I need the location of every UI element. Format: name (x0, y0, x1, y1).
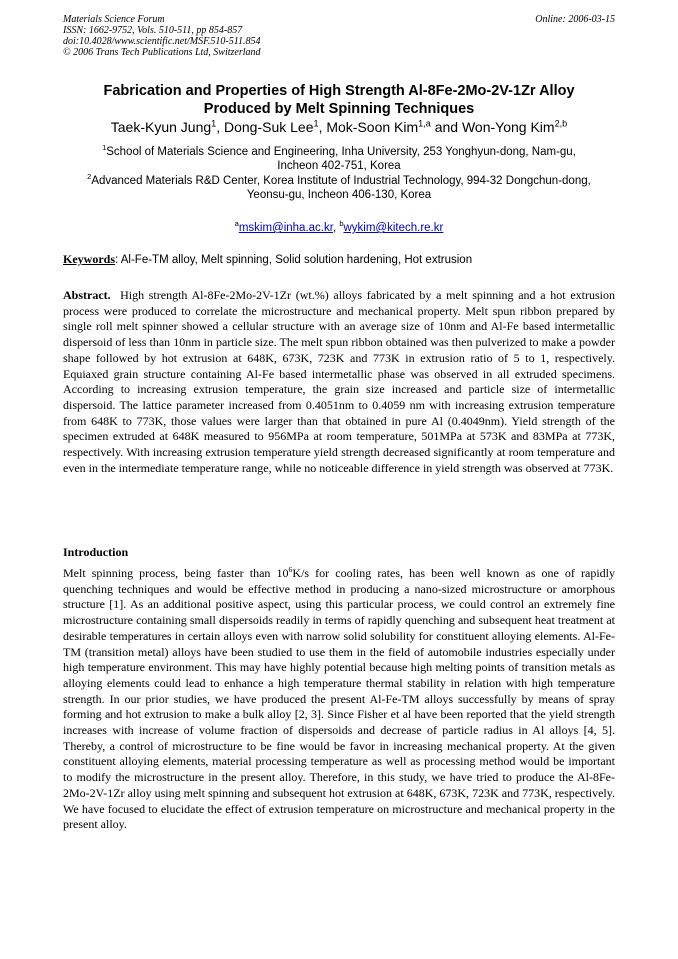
author-name: Dong-Suk Lee (224, 119, 314, 135)
intro-superscript: 6 (288, 565, 293, 574)
email-link-mskim[interactable]: mskim@inha.ac.kr (238, 222, 333, 234)
email-mark: a (234, 219, 239, 229)
abstract-label: Abstract. (63, 288, 111, 302)
paper-title (63, 82, 615, 118)
journal-name: Materials Science Forum (63, 14, 165, 25)
doi-line: doi:10.4028/www.scientific.net/MSF.510-511.854 (63, 36, 261, 47)
author-separator: , (318, 119, 327, 135)
affiliation-mark: 1 (102, 143, 107, 153)
abstract (63, 288, 615, 476)
author-name: Won-Yong Kim (461, 119, 555, 135)
keywords-text: : Al-Fe-TM alloy, Melt spinning, Solid solution hardening, Hot extrusion (115, 254, 473, 266)
author-separator: and (430, 119, 462, 135)
author-affiliation-mark: 1,a (418, 118, 431, 129)
affiliation-line: Yeonsu-gu, Incheon 406-130, Korea (246, 189, 432, 201)
author-name: Taek-Kyun Jung (110, 119, 212, 135)
copyright-line: © 2006 Trans Tech Publications Ltd, Switzerland (63, 47, 261, 58)
author-name: Mok-Soon Kim (326, 119, 419, 135)
author-affiliation-mark: 1 (211, 118, 217, 129)
email-line (63, 221, 615, 235)
email-link-wykim[interactable]: wykim@kitech.re.kr (343, 222, 444, 234)
affiliation-2 (63, 174, 615, 202)
author-affiliation-mark: 2,b (554, 118, 568, 129)
keywords (63, 252, 615, 267)
title-line-2: Produced by Melt Spinning Techniques (203, 101, 475, 117)
abstract-text: High strength Al-8Fe-2Mo-2V-1Zr (wt.%) alloys fabricated by a melt spinning and a hot extrusion process were produced to correlate the microstructure and mechanical property. Melt spun ribbon prepared by single roll melt spinner showed a cellular structure with an average size of 10nm and Al-Fe based intermetallic dispersoid of less than 10nm in particle size. The melt spun ribbon obtained was then pulverized to make a powder shape followed by hot extrusion at 648K, 673K, 723K and 773K in extrusion ratio of 5 to 1, respectively. Equiaxed grain structure containing Al-Fe based intermetallic phase was observed in all extruded specimens. According to increasing extrusion temperature, the grain size increased and particle size of intermetallic dispersoid. The lattice parameter increased from 0.4051nm to 0.4059 nm with increasing extrusion temperature from 648K to 773K, those values were larger than that obtained in pure Al (0.4049nm). Yield strength of the specimen extruded at 648K measured to 956MPa at room temperature, 501MPa at 573K and 83MPa at 773K, respectively. With increasing extrusion temperature yield strength decreased significantly at room temperature and even in the intermediate temperature range, while no noticeable difference in yield strength was observed at 773K. (63, 288, 615, 475)
online-date: Online: 2006-03-15 (535, 14, 615, 25)
issn-line: ISSN: 1662-9752, Vols. 510-511, pp 854-857 (63, 25, 243, 36)
affiliation-line (63, 174, 615, 188)
author-list (63, 119, 615, 136)
keywords-label: Keywords (63, 252, 115, 266)
intro-text-start: Melt spinning process, being faster than 10 (63, 566, 289, 580)
affiliation-line (63, 145, 615, 159)
introduction-heading: Introduction (63, 545, 129, 559)
affiliation-line: Incheon 402-751, Korea (277, 160, 401, 172)
affiliation-text: School of Materials Science and Engineering, Inha University, 253 Yonghyun-dong, Nam-gu, (106, 146, 576, 158)
email-mark: b (339, 219, 344, 229)
introduction-paragraph (63, 566, 615, 833)
journal-header (63, 14, 261, 58)
intro-text-rest: K/s for cooling rates, has been well known as one of rapidly quenching techniques and would be effective method in producing a nano-sized microstructure or amorphous structure [1]. As an additional positive aspect, using this particular process, we could control an extremely fine microstructure containing small dispersoids readily in terms of rapidly quenching and subsequent heat treatment at desirable temperatures in certain alloys even with narrow solid solubility for constituent alloying elements. Al-Fe-TM (transition metal) alloys have been studied to use them in the field of automobile industries especially under high temperature environment. This may have highly potential because high melting points of transition metals as alloying elements could lead to enhance a high temperature thermal stability in relation with high temperature strength. In our prior studies, we have produced the present Al-Fe-TM alloys successfully by means of spray forming and hot extrusion to make a bulk alloy [2, 3]. Since Fisher et al have been reported that the yield strength increases with increase of volume fraction of dispersoids and decrease of particle radius in Al alloys [4, 5]. Thereby, a control of microstructure to be fine would be favor in increasing mechanical property. At the given constituent alloying elements, material processing temperature as well as processing method would be important to modify the microstructure in the present alloy. Therefore, in this study, we have tried to produce the Al-8Fe-2Mo-2V-1Zr alloy using melt spinning and subsequent hot extrusion at 648K, 673K, 723K and 773K, respectively. We have focused to elucidate the effect of extrusion temperature on microstructure and mechanical property in the present alloy. (63, 566, 615, 832)
affiliation-1 (63, 145, 615, 173)
author-affiliation-mark: 1 (313, 118, 319, 129)
author-separator: , (216, 119, 224, 135)
email-separator: , (332, 222, 340, 234)
affiliation-text: Advanced Materials R&D Center, Korea Institute of Industrial Technology, 994-32 Dongchun-dong, (91, 175, 591, 187)
affiliation-mark: 2 (87, 172, 92, 182)
title-line-1: Fabrication and Properties of High Strength Al-8Fe-2Mo-2V-1Zr Alloy (103, 83, 575, 99)
